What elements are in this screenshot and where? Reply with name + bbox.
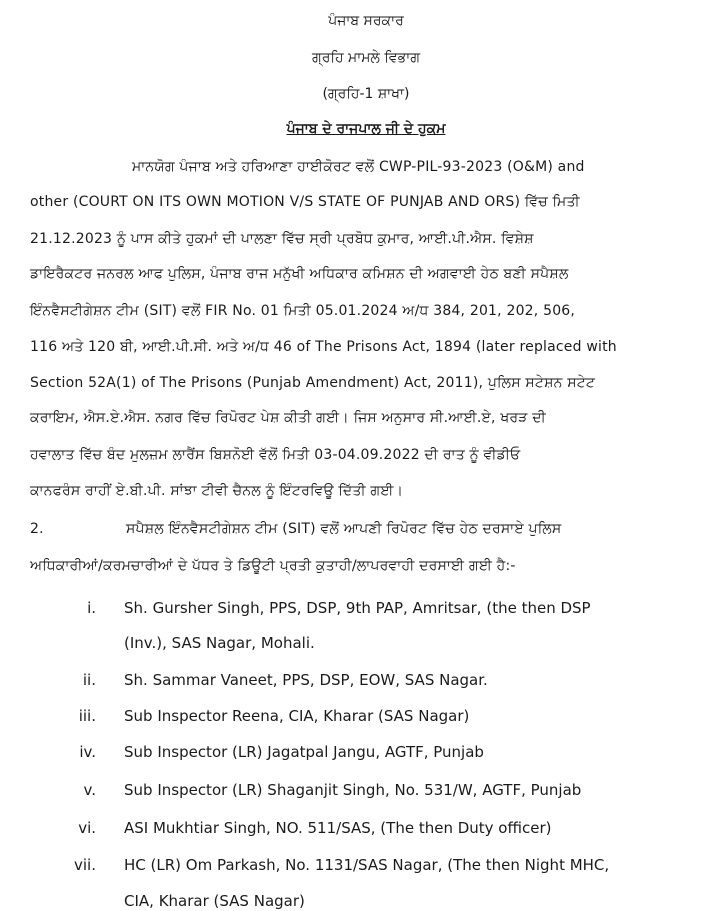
paragraph2-line: ਅਧਿਕਾਰੀਆਂ/ਕਰਮਚਾਰੀਆਂ ਦੇ ਪੱਧਰ ਤੇ ਡਿਊਟੀ ਪ੍ਰਤੀ ਕੁਤਾਹੀ/ਲਾਪਰਵਾਹੀ ਦਰਸਾਈ ਗਈ ਹੈ:- [30, 558, 516, 574]
paragraph1-line: Section 52A(1) of The Prisons (Punjab Amendment) Act, 2011), ਪੁਲਿਸ ਸਟੇਸ਼ਨ ਸਟੇਟ [30, 375, 596, 391]
list-item-number: iv. [79, 743, 96, 761]
list-item-number: i. [87, 599, 96, 617]
paragraph1-line: ਹਵਾਲਾਤ ਵਿੱਚ ਬੰਦ ਮੁਲਜ਼ਮ ਲਾਰੈਂਸ ਬਿਸ਼ਨੋਈ ਵੱਲੋਂ ਮਿਤੀ 03-04.09.2022 ਦੀ ਰਾਤ ਨੂੰ ਵੀਡੀਓ [30, 447, 521, 463]
list-item-text: HC (LR) Om Parkash, No. 1131/SAS Nagar, (The then Night MHC, [124, 856, 610, 874]
paragraph1-line: 116 ਅਤੇ 120 ਬੀ, ਆਈ.ਪੀ.ਸੀ. ਅਤੇ ਅ/ਧ 46 of The Prisons Act, 1894 (later replaced with [30, 339, 617, 355]
paragraph1-line: other (COURT ON ITS OWN MOTION V/S STATE OF PUNJAB AND ORS) ਵਿੱਚ ਮਿਤੀ [30, 194, 580, 210]
paragraph1-line: ਕਰਾਇਮ, ਐਸ.ਏ.ਐਸ. ਨਗਰ ਵਿੱਚ ਰਿਪੋਰਟ ਪੇਸ਼ ਕੀਤੀ ਗਈ। ਜਿਸ ਅਨੁਸਾਰ ਸੀ.ਆਈ.ਏ, ਖਰੜ ਦੀ [30, 410, 546, 426]
paragraph1-line: 21.12.2023 ਨੂੰ ਪਾਸ ਕੀਤੇ ਹੁਕਮਾਂ ਦੀ ਪਾਲਣਾ ਵਿੱਚ ਸ੍ਰੀ ਪ੍ਰਬੋਧ ਕੁਮਾਰ, ਆਈ.ਪੀ.ਐਸ. ਵਿਸ਼ੇਸ਼ [30, 231, 534, 247]
paragraph1-line: ਇੰਨਵੈਸਟੀਗੇਸ਼ਨ ਟੀਮ (SIT) ਵਲੋਂ FIR No. 01 ਮਿਤੀ 05.01.2024 ਅ/ਧ 384, 201, 202, 506, [30, 303, 576, 319]
list-item-text: CIA, Kharar (SAS Nagar) [124, 892, 305, 910]
list-item-text: Sub Inspector (LR) Shaganjit Singh, No. 531/W, AGTF, Punjab [124, 781, 582, 799]
paragraph2-line: ਸਪੈਸ਼ਲ ਇੰਨਵੈਸਟੀਗੇਸ਼ਨ ਟੀਮ (SIT) ਵਲੋਂ ਆਪਣੀ ਰਿਪੋਰਟ ਵਿੱਚ ਹੇਠ ਦਰਸਾਏ ਪੁਲਿਸ [126, 521, 562, 537]
list-item-number: vii. [74, 856, 96, 874]
list-item-text: Sh. Gursher Singh, PPS, DSP, 9th PAP, Amritsar, (the then DSP [124, 599, 591, 617]
header-department: ਗ੍ਰਹਿ ਮਾਮਲੇ ਵਿਭਾਗ [312, 50, 420, 66]
list-item-text: ASI Mukhtiar Singh, NO. 511/SAS, (The then Duty officer) [124, 819, 552, 837]
list-item-text: Sub Inspector Reena, CIA, Kharar (SAS Nagar) [124, 707, 470, 725]
header-order-title [0, 120, 720, 138]
paragraph1-line: ਕਾਨਫਰੰਸ ਰਾਹੀਂ ਏ.ਬੀ.ਪੀ. ਸਾਂਝਾ ਟੀਵੀ ਚੈਨਲ ਨੂੰ ਇੰਟਰਵਿਊ ਦਿੱਤੀ ਗਈ। [30, 483, 404, 499]
list-item-text: Sh. Sammar Vaneet, PPS, DSP, EOW, SAS Nagar. [124, 671, 488, 689]
header-branch: (ਗ੍ਰਹਿ-1 ਸ਼ਾਖਾ) [322, 86, 410, 102]
list-item-number: iii. [78, 707, 96, 725]
list-item-number: v. [83, 781, 96, 799]
header-government: ਪੰਜਾਬ ਸਰਕਾਰ [328, 13, 404, 29]
paragraph2-number: 2. [30, 521, 44, 537]
list-item-text: (Inv.), SAS Nagar, Mohali. [124, 634, 315, 652]
paragraph1-line: ਡਾਇਰੈਕਟਰ ਜਨਰਲ ਆਫ ਪੁਲਿਸ, ਪੰਜਾਬ ਰਾਜ ਮਨੁੱਖੀ ਅਧਿਕਾਰ ਕਮਿਸ਼ਨ ਦੀ ਅਗਵਾਈ ਹੇਠ ਬਣੀ ਸਪੈਸ਼ਲ [30, 266, 569, 282]
list-item-number: vi. [78, 819, 96, 837]
order-title-text: ਪੰਜਾਬ ਦੇ ਰਾਜਪਾਲ ਜੀ ਦੇ ਹੁਕਮ [286, 121, 446, 137]
list-item-text: Sub Inspector (LR) Jagatpal Jangu, AGTF, Punjab [124, 743, 484, 761]
paragraph1-line: ਮਾਨਯੋਗ ਪੰਜਾਬ ਅਤੇ ਹਰਿਆਣਾ ਹਾਈਕੋਰਟ ਵਲੋਂ CWP-PIL-93-2023 (O&M) and [132, 159, 585, 175]
list-item-number: ii. [82, 671, 96, 689]
